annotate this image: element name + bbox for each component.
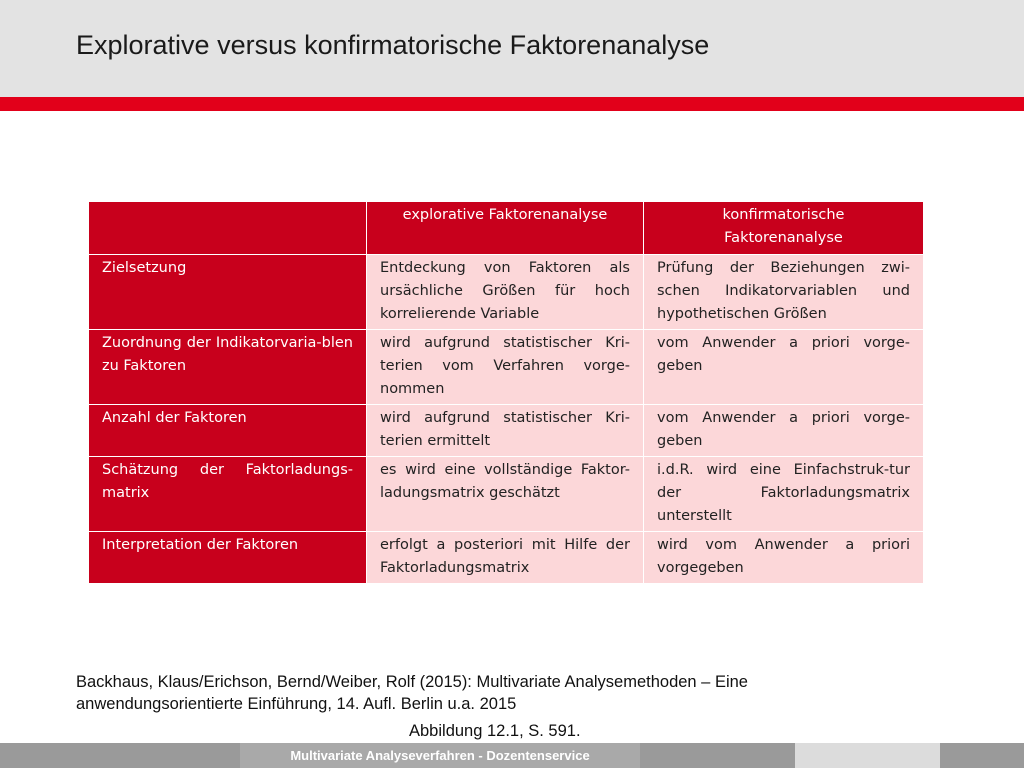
cell-explorative: wird aufgrund statistischer Kri-terien ermittelt	[367, 405, 644, 457]
comparison-table	[88, 201, 924, 584]
table-row	[89, 532, 924, 584]
slide-footer	[0, 743, 1024, 768]
accent-bar	[0, 97, 1024, 111]
footer-segment	[640, 743, 795, 768]
footer-segment	[940, 743, 1024, 768]
table-row	[89, 457, 924, 532]
cell-explorative: wird aufgrund statistischer Kri-terien vom Verfahren vorge-nommen	[367, 330, 644, 405]
table-header-row	[89, 202, 924, 255]
cell-konfirmatorisch: i.d.R. wird eine Einfachstruk-tur der Faktorladungsmatrix unterstellt	[644, 457, 924, 532]
cell-konfirmatorisch: vom Anwender a priori vorge-geben	[644, 405, 924, 457]
slide-header	[0, 0, 1024, 97]
footer-segment	[795, 743, 940, 768]
column-header-explorative: explorative Faktorenanalyse	[367, 202, 644, 255]
figure-reference: Abbildung 12.1, S. 591.	[409, 722, 581, 740]
table-row	[89, 405, 924, 457]
cell-explorative: es wird eine vollständige Faktor-ladungsmatrix geschätzt	[367, 457, 644, 532]
table-corner-cell	[89, 202, 367, 255]
table-row	[89, 255, 924, 330]
row-label: Anzahl der Faktoren	[89, 405, 367, 457]
footer-text: Multivariate Analyseverfahren - Dozentenservice	[290, 748, 590, 763]
column-header-konfirmatorisch: konfirmatorische Faktorenanalyse	[644, 202, 924, 255]
cell-explorative: erfolgt a posteriori mit Hilfe der Faktorladungsmatrix	[367, 532, 644, 584]
cell-konfirmatorisch: vom Anwender a priori vorge-geben	[644, 330, 924, 405]
source-citation: Backhaus, Klaus/Erichson, Bernd/Weiber, Rolf (2015): Multivariate Analysemethoden – Eine anwendungsorientierte Einführung, 14. Aufl. Berlin u.a. 2015	[76, 673, 748, 713]
cell-konfirmatorisch: Prüfung der Beziehungen zwi-schen Indikatorvariablen und hypothetischen Größen	[644, 255, 924, 330]
row-label: Zielsetzung	[89, 255, 367, 330]
row-label: Zuordnung der Indikatorvaria-blen zu Faktoren	[89, 330, 367, 405]
cell-explorative: Entdeckung von Faktoren als ursächliche Größen für hoch korrelierende Variable	[367, 255, 644, 330]
cell-konfirmatorisch: wird vom Anwender a priori vorgegeben	[644, 532, 924, 584]
row-label: Interpretation der Faktoren	[89, 532, 367, 584]
slide-title: Explorative versus konfirmatorische Faktorenanalyse	[76, 30, 710, 60]
row-label: Schätzung der Faktorladungs-matrix	[89, 457, 367, 532]
table-row	[89, 330, 924, 405]
footer-segment	[0, 743, 240, 768]
